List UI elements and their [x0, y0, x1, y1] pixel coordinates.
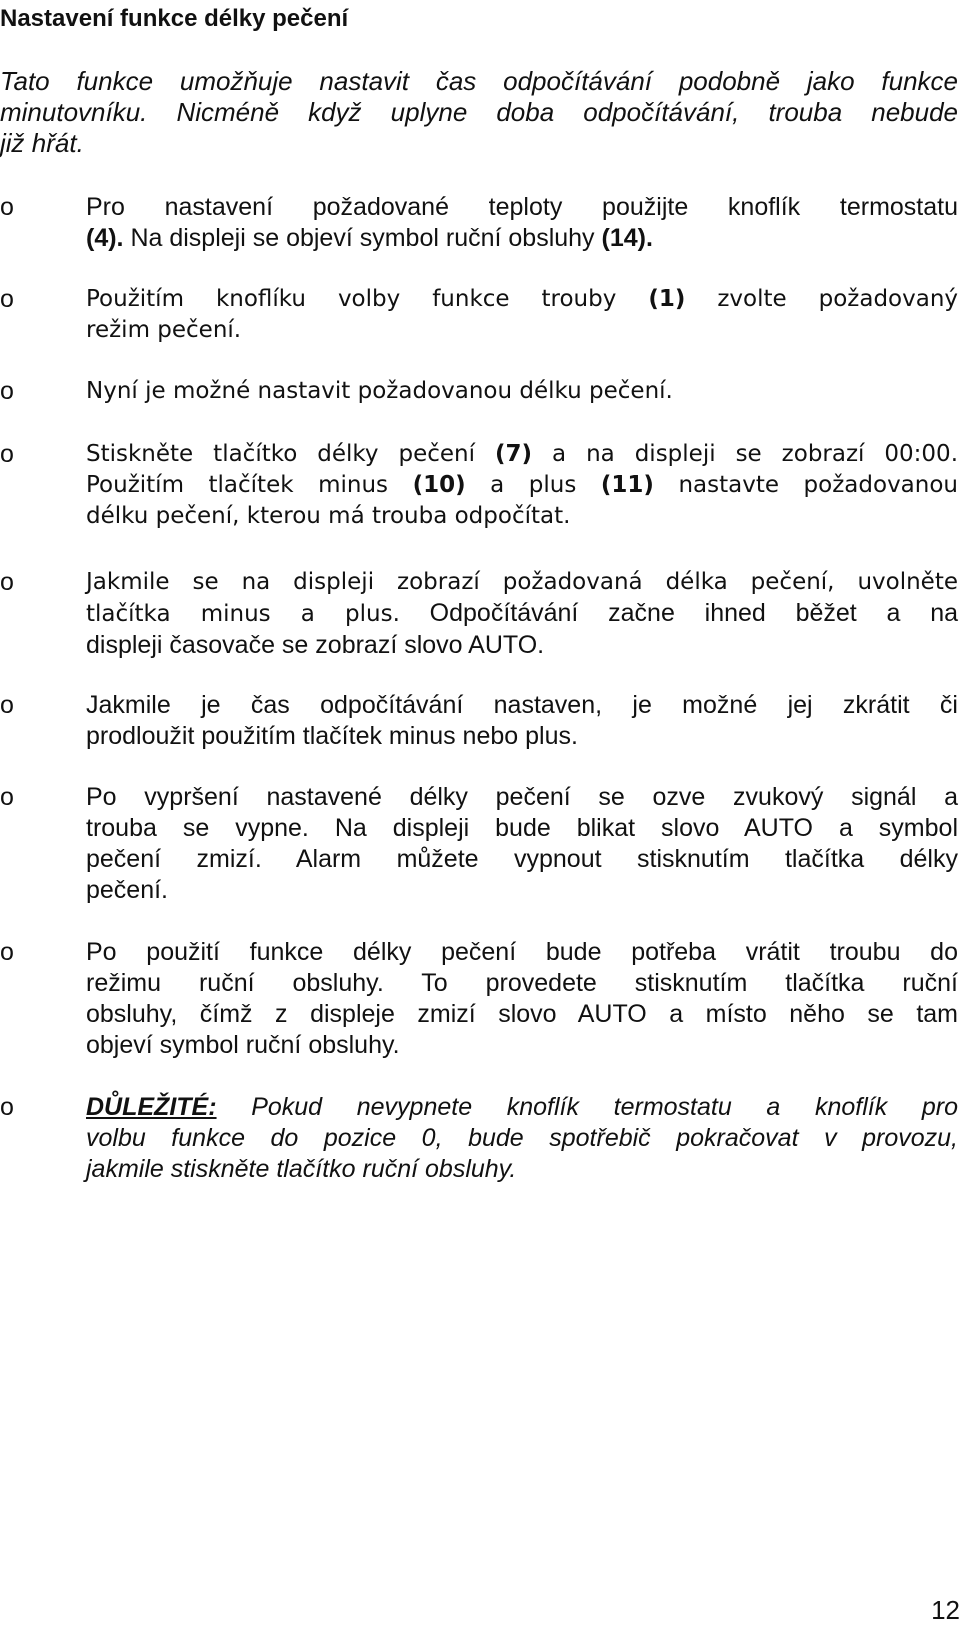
bullet-marker: o	[0, 193, 14, 221]
text-run: Pokud nevypnete knoflík termostatu a knoflík pro	[216, 1093, 958, 1121]
reference-number: (4).	[86, 224, 124, 252]
text-run: a plus	[465, 472, 601, 498]
bullet-marker: o	[0, 1093, 14, 1121]
text-line: objeví symbol ruční obsluhy.	[86, 1031, 400, 1059]
reference-number: (10)	[412, 472, 466, 498]
intro-line: Tato funkce umožňuje nastavit čas odpočítávání podobně jako funkce	[0, 66, 958, 96]
text-line: Jakmile se na displeji zobrazí požadovaná délka pečení, uvolněte	[86, 569, 958, 595]
text-line	[86, 439, 958, 470]
text-run: Použitím tlačítek minus	[86, 472, 413, 498]
list-item-text	[86, 1092, 958, 1185]
section-title: Nastavení funkce délky pečení	[0, 5, 349, 32]
text-line	[86, 1092, 958, 1123]
text-line: Jakmile je čas odpočítávání nastaven, je možné jej zkrátit či	[86, 691, 958, 719]
list-item-text	[86, 284, 958, 346]
text-run: nastavte požadovanou	[653, 472, 958, 498]
text-line: Pro nastavení požadované teploty použijte knoflík termostatu	[86, 193, 958, 221]
bullet-marker: o	[0, 285, 14, 313]
text-line	[86, 470, 958, 501]
text-run: Stiskněte tlačítko délky pečení	[86, 441, 495, 467]
reference-number: (1)	[648, 286, 686, 312]
text-run: tlačítka minus a plus.	[86, 601, 400, 627]
text-run: Odpočítávání začne ihned běžet a na	[399, 599, 959, 627]
reference-number: (14).	[601, 224, 653, 252]
intro-line: již hřát.	[0, 128, 84, 158]
list-item-text	[86, 937, 958, 1061]
reference-number: (11)	[600, 472, 654, 498]
list-item-text	[86, 690, 958, 752]
text-run: Na displeji se objeví symbol ruční obsluhy	[123, 224, 602, 252]
intro-line: minutovníku. Nicméně když uplyne doba odpočítávání, trouba nebude	[0, 97, 958, 127]
text-line: délku pečení, kterou má trouba odpočítat.	[86, 503, 571, 529]
text-line: Po vypršení nastavené délky pečení se ozve zvukový signál a	[86, 783, 958, 811]
text-line: jakmile stiskněte tlačítko ruční obsluhy.	[86, 1155, 517, 1183]
text-line	[86, 284, 958, 315]
bullet-marker: o	[0, 783, 14, 811]
text-line: režim pečení.	[86, 317, 242, 343]
page-number: 12	[931, 1595, 960, 1625]
text-line: prodloužit použitím tlačítek minus nebo plus.	[86, 722, 578, 750]
list-item-text	[86, 782, 958, 906]
text-line: Po použití funkce délky pečení bude potřeba vrátit troubu do	[86, 938, 958, 966]
list-item-text	[86, 567, 958, 661]
bullet-marker: o	[0, 938, 14, 966]
text-line: obsluhy, čímž z displeje zmizí slovo AUTO a místo něho se tam	[86, 1000, 958, 1028]
text-line: pečení zmizí. Alarm můžete vypnout stisknutím tlačítka délky	[86, 845, 958, 873]
important-label: DŮLEŽITÉ:	[86, 1093, 217, 1121]
list-item-text	[86, 376, 958, 407]
intro-paragraph	[0, 66, 958, 159]
text-line	[86, 598, 958, 630]
bullet-marker: o	[0, 691, 14, 719]
text-line: Nyní je možné nastavit požadovanou délku pečení.	[86, 378, 673, 404]
bullet-marker: o	[0, 568, 14, 596]
text-line: pečení.	[86, 876, 169, 904]
list-item-text	[86, 192, 958, 254]
text-line: displeji časovače se zobrazí slovo AUTO.	[86, 631, 545, 659]
bullet-marker: o	[0, 440, 14, 468]
text-run: Použitím knoflíku volby funkce trouby	[86, 286, 649, 312]
list-item-text	[86, 439, 958, 532]
text-line: trouba se vypne. Na displeji bude blikat slovo AUTO a symbol	[86, 814, 958, 842]
text-run: a na displeji se zobrazí 00:00.	[532, 441, 959, 467]
text-run: zvolte požadovaný	[685, 286, 959, 312]
text-line: režimu ruční obsluhy. To provedete stisknutím tlačítka ruční	[86, 969, 958, 997]
text-line	[86, 223, 958, 254]
reference-number: (7)	[495, 441, 533, 467]
bullet-marker: o	[0, 377, 14, 405]
text-line: volbu funkce do pozice 0, bude spotřebič pokračovat v provozu,	[86, 1124, 958, 1152]
